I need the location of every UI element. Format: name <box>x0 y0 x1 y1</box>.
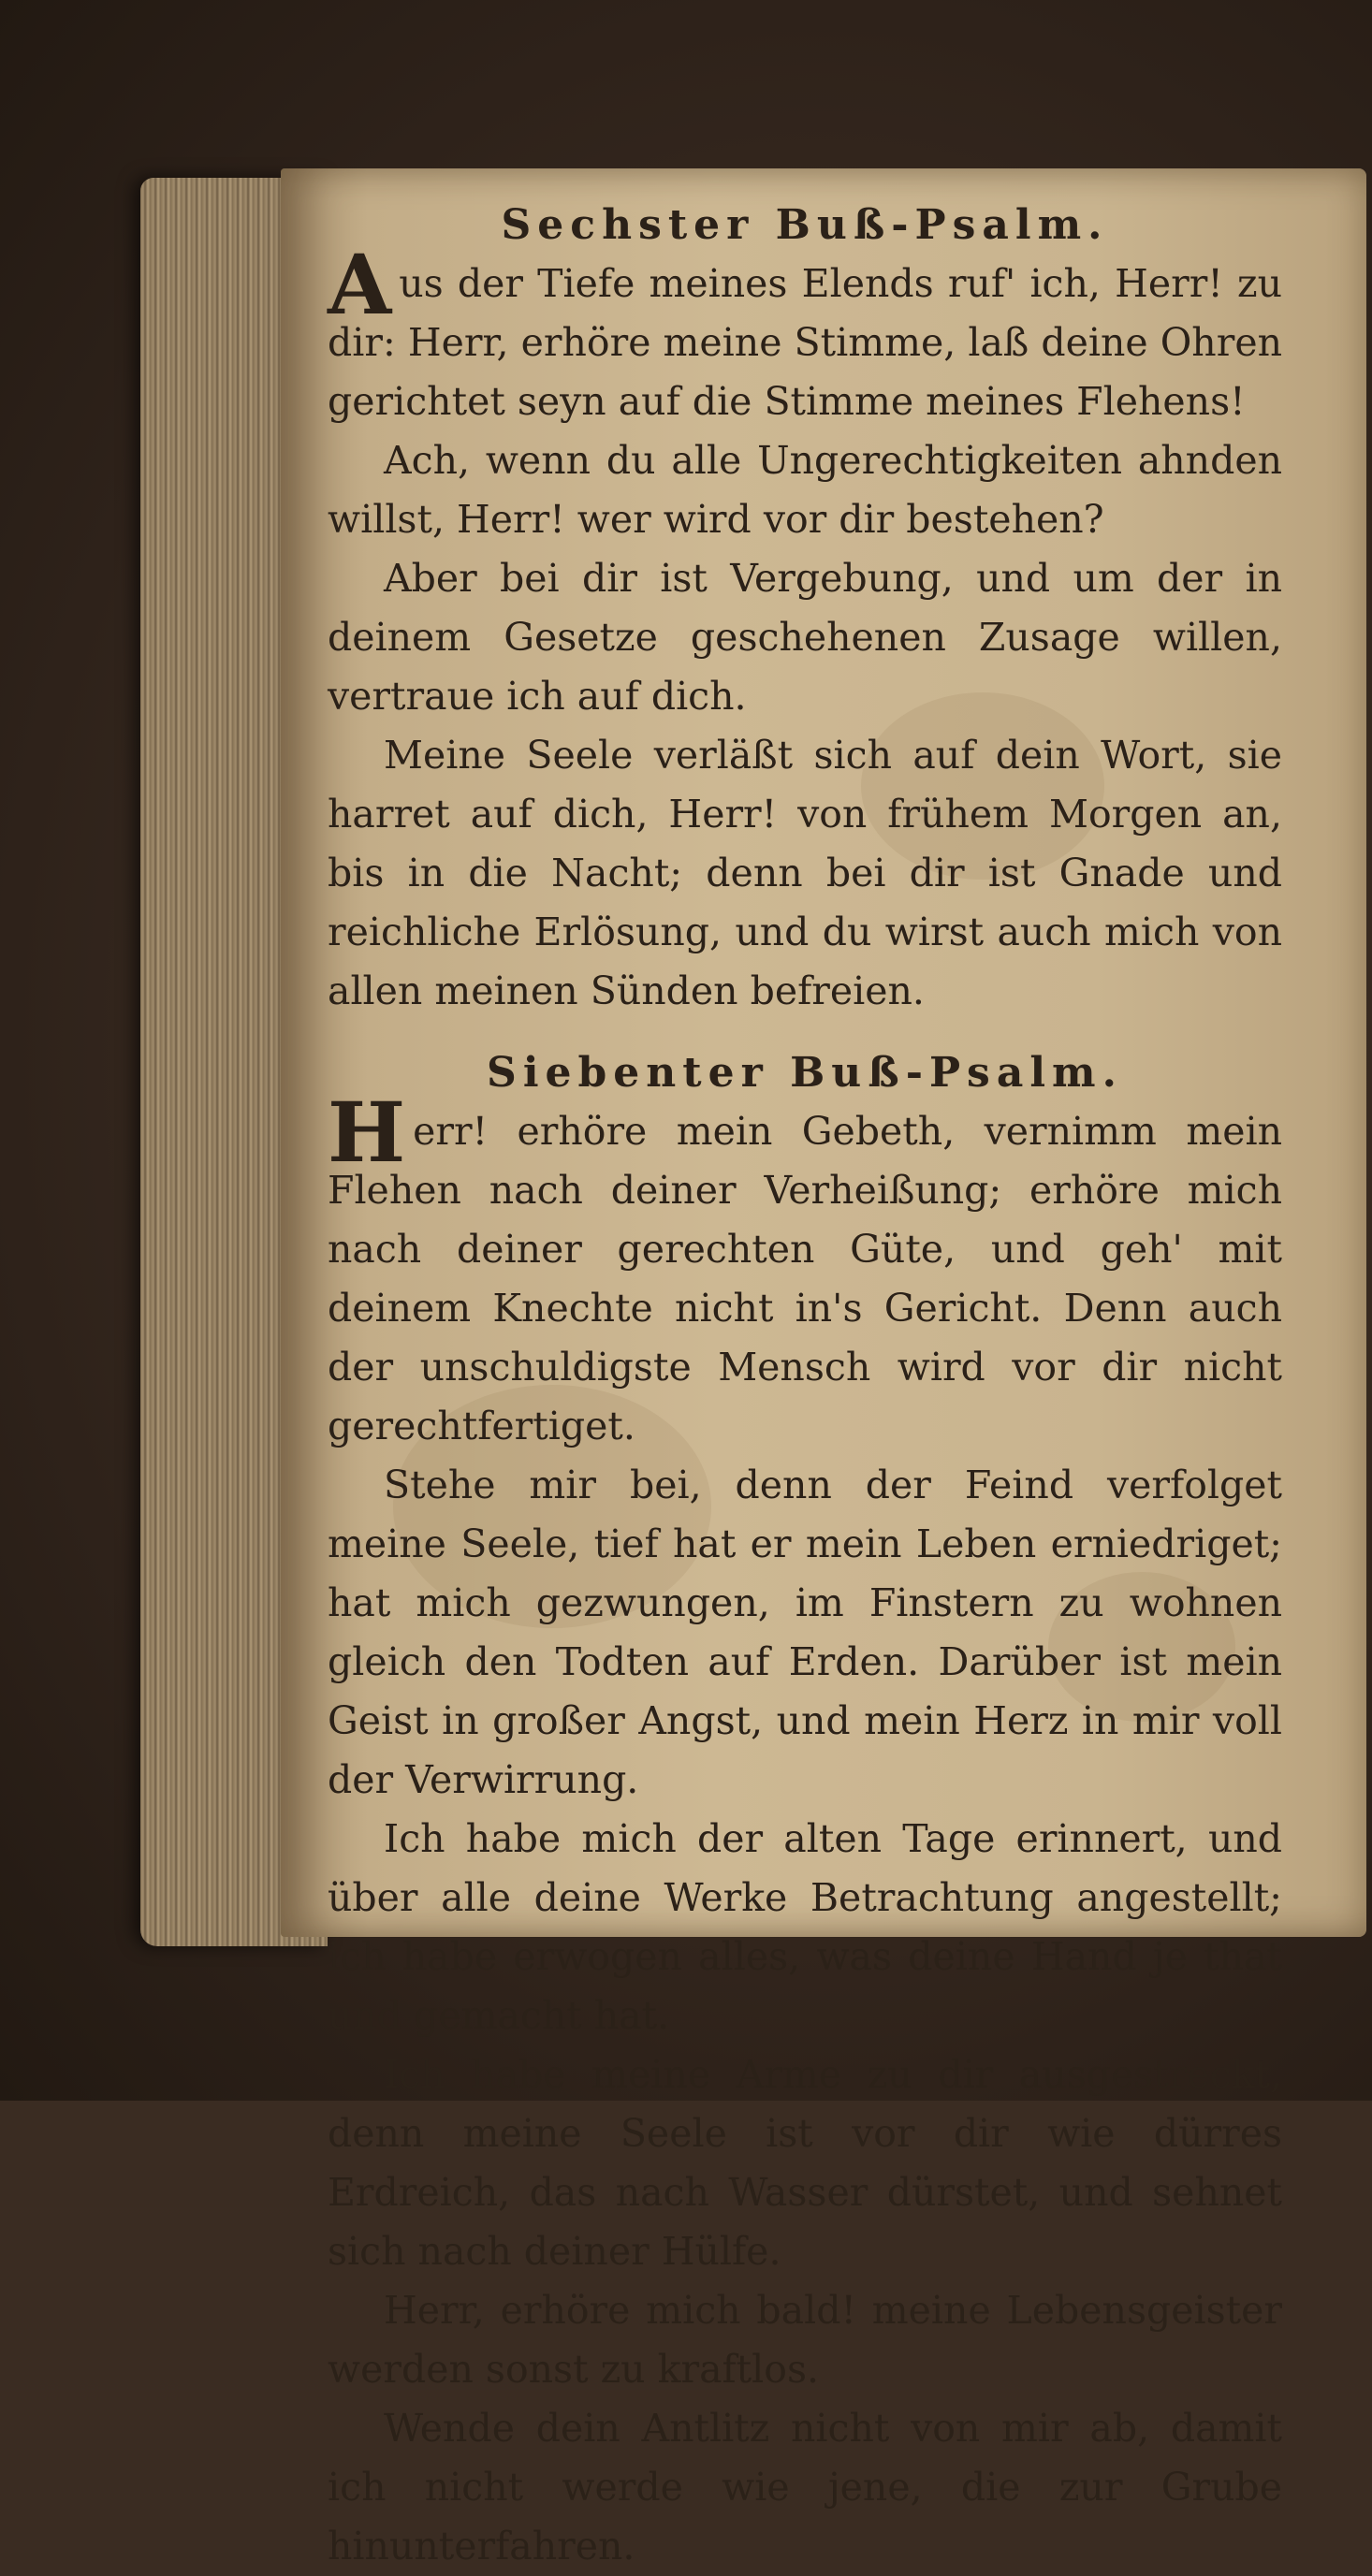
psalm6-paragraph-2: Ach, wenn du alle Ungerechtigkeiten ahnden willst, Herr! wer wird vor dir bestehen? <box>328 438 1282 542</box>
psalm6-heading: Sechster Buß-Psalm. <box>501 201 1109 249</box>
psalm6-paragraph-1: Aus der Tiefe meines Elends ruf' ich, Herr! zu dir: Herr, erhöre meine Stimme, laß deine Ohren gerichtet seyn auf die Stimme meines Flehens! <box>328 236 1282 424</box>
dropcap-h: H <box>328 1084 406 1181</box>
psalm6-paragraph-4: Meine Seele verläßt sich auf dein Wort, sie harret auf dich, Herr! von frühem Morgen an, bis in die Nacht; denn bei dir ist Gnade und reichliche Erlösung, und du wirst auch mich von allen meinen Sünden befreien. <box>328 733 1282 1013</box>
psalm7-paragraph-2: Stehe mir bei, denn der Feind verfolget meine Seele, tief hat er mein Leben erniedriget; hat mich gezwungen, im Finstern zu wohnen gleich den Todten auf Erden. Darüber ist mein Geist in großer Angst, und mein Herz in mir voll der Verwirrung. <box>328 1463 1282 1802</box>
psalm7-paragraph-1: Herr! erhöre mein Gebeth, vernimm mein Flehen nach deiner Verheißung; erhöre mich nach deiner gerechten Güte, und geh' mit deinem Knechte nicht in's Gericht. Denn auch der unschuldigste Mensch wird vor dir nicht gerechtfertiget. <box>328 1084 1282 1448</box>
psalm7-paragraph-5: Herr, erhöre mich bald! meine Lebensgeister werden sonst zu kraftlos. <box>328 2288 1282 2392</box>
psalm7-paragraph-4: Ich habe meine Arme zu dir ausgestreckt, denn meine Seele ist vor dir wie dürres Erdreich, das nach Wasser dürstet, und sehnet sich nach deiner Hülfe. <box>328 2052 1282 2274</box>
dropcap-a: A <box>328 236 392 333</box>
psalm7-paragraph-3: Ich habe mich der alten Tage erinnert, und über alle deine Werke Betrachtung angestellt; ich habe erwogen alles, was deine Hand je that und gemacht hat. <box>328 1816 1282 2038</box>
page-text <box>328 201 1282 2576</box>
psalm7-heading: Siebenter Buß-Psalm. <box>487 1049 1123 1097</box>
psalm7-paragraph-6: Wende dein Antlitz nicht von mir ab, damit ich nicht werde wie jene, die zur Grube hinunterfahren. <box>328 2406 1282 2569</box>
psalm6-paragraph-3: Aber bei dir ist Vergebung, und um der in deinem Gesetze geschehenen Zusage willen, vertraue ich auf dich. <box>328 556 1282 719</box>
